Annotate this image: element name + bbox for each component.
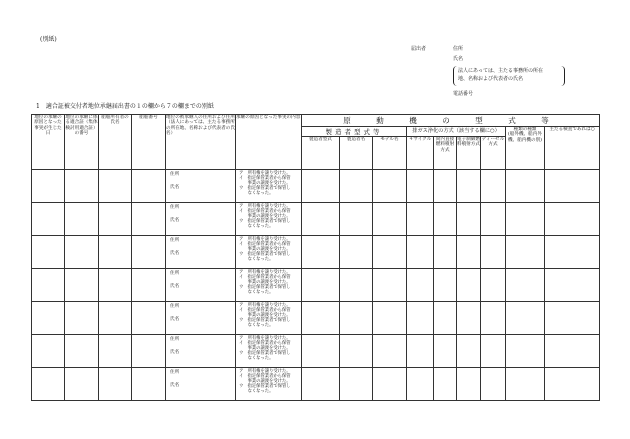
form-cell[interactable] [373, 269, 407, 302]
form-cell[interactable] [457, 236, 481, 269]
reason-options: ア 所有権を譲り受けた。 イ 指定保管業者から保管 事業の譲渡を受けた。 ウ 指定保管業者で保管し なくなった。 [239, 270, 291, 295]
form-cell[interactable] [32, 203, 65, 236]
succession-reason-cell[interactable] [236, 302, 302, 335]
header-direct-injection: 筒内直接燃料噴射方式 [434, 137, 457, 170]
form-cell[interactable] [302, 203, 340, 236]
form-cell[interactable] [481, 368, 506, 401]
form-cell[interactable] [65, 236, 99, 269]
form-cell[interactable] [457, 170, 481, 203]
form-cell[interactable] [65, 170, 99, 203]
row-name-label: 氏名 [170, 218, 180, 223]
row-address-label: 住所 [170, 370, 180, 375]
succession-reason-cell[interactable] [236, 335, 302, 368]
form-cell[interactable] [434, 302, 457, 335]
form-cell[interactable] [506, 203, 545, 236]
form-cell[interactable] [545, 335, 600, 368]
succession-reason-cell[interactable] [236, 368, 302, 401]
row-address-label: 住所 [170, 205, 180, 210]
section-title: 1 適合証被交付者地位承継届出書の１の欄から７の欄までの別紙 [36, 103, 214, 110]
form-cell[interactable] [99, 368, 132, 401]
form-cell[interactable] [65, 335, 99, 368]
corporate-note-line1: 法人にあっては、主たる事務所の所在 [458, 68, 543, 74]
form-cell[interactable] [373, 302, 407, 335]
header-kind: 種類の種類 (船外機、船内外機、船内機の別) [506, 127, 545, 170]
form-cell[interactable] [65, 203, 99, 236]
header-main-inspection: 主たる検査であれば○ [545, 127, 600, 170]
form-cell[interactable] [506, 335, 545, 368]
form-cell[interactable] [99, 335, 132, 368]
header-maker-name: 製造者名 [340, 137, 373, 170]
form-cell[interactable] [545, 236, 600, 269]
succession-reason-cell[interactable] [236, 236, 302, 269]
form-cell[interactable] [506, 368, 545, 401]
form-cell[interactable] [99, 302, 132, 335]
form-cell[interactable] [132, 335, 166, 368]
form-cell[interactable] [407, 269, 434, 302]
form-table [31, 114, 600, 401]
predecessor-address-cell[interactable] [166, 368, 236, 401]
form-cell[interactable] [302, 302, 340, 335]
applicant-label: 届出者 [411, 46, 427, 52]
form-cell[interactable] [481, 269, 506, 302]
form-cell[interactable] [481, 335, 506, 368]
predecessor-address-cell[interactable] [166, 203, 236, 236]
header-fuel-method: 排ガス浄化の方式（該当する欄に○） [407, 127, 506, 137]
table-row [32, 302, 600, 335]
row-address-label: 住所 [170, 271, 180, 276]
form-cell[interactable] [373, 236, 407, 269]
form-cell[interactable] [373, 203, 407, 236]
row-name-label: 氏名 [170, 350, 180, 355]
header-ship-owner: 船舶所有者の氏名 [99, 115, 132, 170]
form-cell[interactable] [32, 170, 65, 203]
form-cell[interactable] [302, 269, 340, 302]
row-name-label: 氏名 [170, 383, 180, 388]
form-cell[interactable] [457, 269, 481, 302]
header-electronic-injection: 電子制御燃料噴射方式 [457, 137, 481, 170]
form-cell[interactable] [340, 302, 373, 335]
table-row [32, 203, 600, 236]
form-cell[interactable] [545, 170, 600, 203]
form-cell[interactable] [481, 302, 506, 335]
form-cell[interactable] [132, 203, 166, 236]
address-label: 住所 [453, 46, 464, 52]
succession-reason-cell[interactable] [236, 170, 302, 203]
form-cell[interactable] [457, 335, 481, 368]
form-cell[interactable] [407, 335, 434, 368]
form-cell[interactable] [132, 368, 166, 401]
row-address-label: 住所 [170, 238, 180, 243]
form-cell[interactable] [373, 368, 407, 401]
form-cell[interactable] [434, 269, 457, 302]
header-ship-number: 船舶番号 [132, 115, 166, 170]
header-model-name: モデル名 [373, 137, 407, 170]
form-cell[interactable] [407, 236, 434, 269]
corporate-note-line2: 地、名称および代表者の氏名 [458, 76, 524, 82]
table-row [32, 236, 600, 269]
row-name-label: 氏名 [170, 284, 180, 289]
form-cell[interactable] [132, 302, 166, 335]
form-cell[interactable] [434, 368, 457, 401]
reason-options: ア 所有権を譲り受けた。 イ 指定保管業者から保管 事業の譲渡を受けた。 ウ 指定保管業者で保管し なくなった。 [239, 237, 291, 262]
form-cell[interactable] [340, 203, 373, 236]
form-cell[interactable] [302, 170, 340, 203]
form-cell[interactable] [132, 269, 166, 302]
reason-options: ア 所有権を譲り受けた。 イ 指定保管業者から保管 事業の譲渡を受けた。 ウ 指定保管業者で保管し なくなった。 [239, 369, 291, 394]
predecessor-address-cell[interactable] [166, 170, 236, 203]
form-cell[interactable] [506, 236, 545, 269]
form-cell[interactable] [506, 170, 545, 203]
form-cell[interactable] [481, 236, 506, 269]
form-cell[interactable] [32, 302, 65, 335]
form-cell[interactable] [457, 203, 481, 236]
form-cell[interactable] [457, 302, 481, 335]
form-cell[interactable] [373, 170, 407, 203]
predecessor-address-cell[interactable] [166, 302, 236, 335]
form-cell[interactable] [132, 170, 166, 203]
table-row [32, 335, 600, 368]
form-cell[interactable] [99, 170, 132, 203]
form-cell[interactable] [373, 335, 407, 368]
form-cell[interactable] [32, 269, 65, 302]
form-cell[interactable] [407, 203, 434, 236]
row-address-label: 住所 [170, 172, 180, 177]
form-cell[interactable] [340, 368, 373, 401]
row-address-label: 住所 [170, 337, 180, 342]
form-cell[interactable] [506, 269, 545, 302]
header-four-cycle: ４サイクル [407, 137, 434, 170]
row-name-label: 氏名 [170, 251, 180, 256]
predecessor-address-cell[interactable] [166, 236, 236, 269]
form-cell[interactable] [434, 335, 457, 368]
header-succession-date: 地位の承継の原因となった事実が生じた日 [32, 115, 65, 170]
form-cell[interactable] [545, 368, 600, 401]
form-cell[interactable] [99, 236, 132, 269]
form-cell[interactable] [340, 335, 373, 368]
reason-options: ア 所有権を譲り受けた。 イ 指定保管業者から保管 事業の譲渡を受けた。 ウ 指定保管業者で保管し なくなった。 [239, 303, 291, 328]
header-certificate-number: 地位の承継に係る適合証（集体検討用適合証）の番号 [65, 115, 99, 170]
form-cell[interactable] [32, 335, 65, 368]
form-cell[interactable] [302, 236, 340, 269]
form-cell[interactable] [545, 269, 600, 302]
table-row [32, 269, 600, 302]
form-cell[interactable] [99, 269, 132, 302]
table-row [32, 368, 600, 401]
header-maker-model-name: 製造者型式 [302, 137, 340, 170]
form-cell[interactable] [302, 335, 340, 368]
form-cell[interactable] [340, 236, 373, 269]
form-cell[interactable] [434, 236, 457, 269]
header-engine-type: 原 動 機 の 型 式 等 [302, 115, 600, 127]
form-cell[interactable] [407, 302, 434, 335]
form-cell[interactable] [32, 236, 65, 269]
row-name-label: 氏名 [170, 185, 180, 190]
form-cell[interactable] [457, 368, 481, 401]
phone-label: 電話番号 [453, 91, 474, 97]
form-cell[interactable] [340, 269, 373, 302]
form-cell[interactable] [65, 302, 99, 335]
form-cell[interactable] [545, 302, 600, 335]
header-predecessor-address: 地位の被承継人の住所および住所（法人にあっては、主たる事務所の所在地、名称および代表者の氏名） [166, 115, 236, 170]
form-cell[interactable] [481, 203, 506, 236]
form-cell[interactable] [302, 368, 340, 401]
form-cell[interactable] [340, 170, 373, 203]
reason-options: ア 所有権を譲り受けた。 イ 指定保管業者から保管 事業の譲渡を受けた。 ウ 指定保管業者で保管し なくなった。 [239, 171, 291, 196]
form-cell[interactable] [434, 203, 457, 236]
predecessor-address-cell[interactable] [166, 335, 236, 368]
form-cell[interactable] [132, 236, 166, 269]
form-cell[interactable] [545, 203, 600, 236]
header-maker-model: 製造者型式等 [302, 127, 407, 137]
form-cell[interactable] [65, 269, 99, 302]
form-cell[interactable] [32, 368, 65, 401]
form-cell[interactable] [65, 368, 99, 401]
table-row [32, 170, 600, 203]
reason-options: ア 所有権を譲り受けた。 イ 指定保管業者から保管 事業の譲渡を受けた。 ウ 指定保管業者で保管し なくなった。 [239, 204, 291, 229]
header-succession-reason: 承継の原因となった事実の内容 [236, 115, 302, 170]
form-cell[interactable] [481, 170, 506, 203]
form-cell[interactable] [407, 170, 434, 203]
attachment-label: (別紙) [40, 36, 57, 43]
succession-reason-cell[interactable] [236, 269, 302, 302]
row-name-label: 氏名 [170, 317, 180, 322]
form-cell[interactable] [506, 302, 545, 335]
row-address-label: 住所 [170, 304, 180, 309]
reason-options: ア 所有権を譲り受けた。 イ 指定保管業者から保管 事業の譲渡を受けた。 ウ 指定保管業者で保管し なくなった。 [239, 336, 291, 361]
predecessor-address-cell[interactable] [166, 269, 236, 302]
name-label: 氏名 [453, 56, 464, 62]
form-cell[interactable] [99, 203, 132, 236]
form-cell[interactable] [407, 368, 434, 401]
header-diesel: ディーゼル方式 [481, 137, 506, 170]
succession-reason-cell[interactable] [236, 203, 302, 236]
form-cell[interactable] [434, 170, 457, 203]
